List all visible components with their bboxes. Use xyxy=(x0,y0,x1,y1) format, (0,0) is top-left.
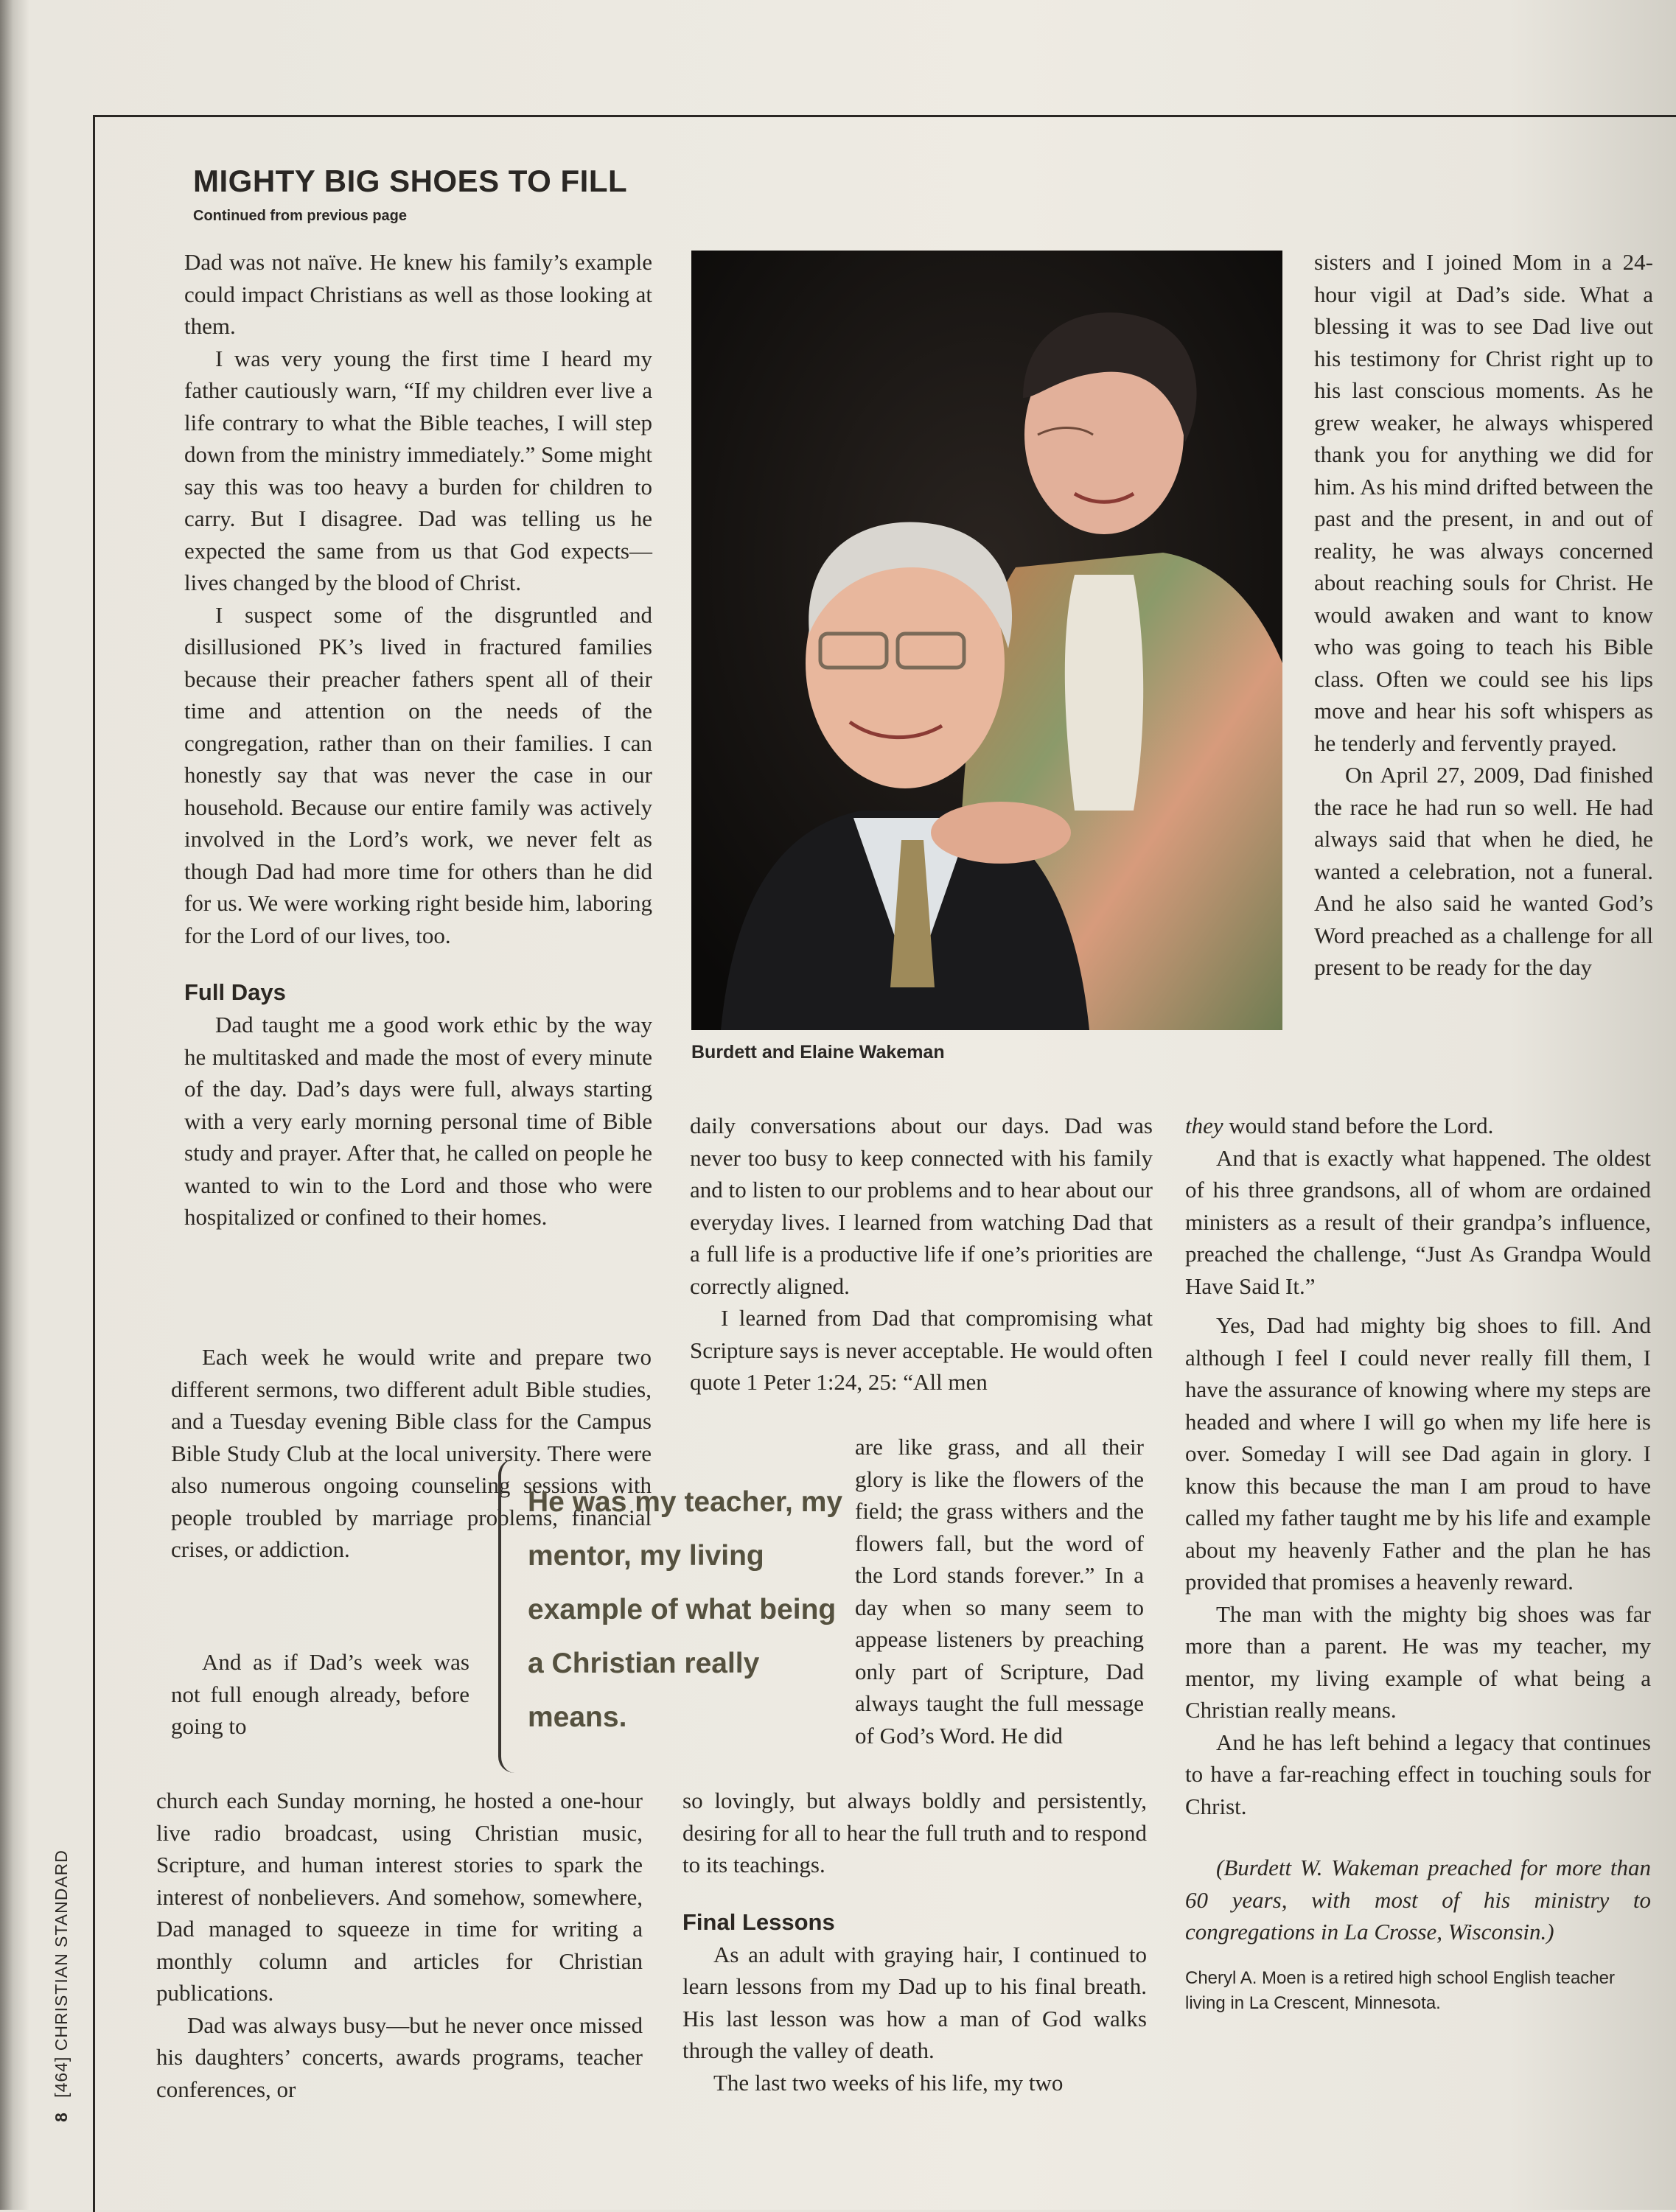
portrait-illustration xyxy=(691,251,1282,1030)
paragraph: daily conversations about our days. Dad was never too busy to keep connected with his family and to listen to our problems and to hear about our everyday lives. I learned from watching Dad that a full life is a productive life if one’s priorities are correctly aligned. xyxy=(690,1113,1153,1299)
paragraph: Dad was not naïve. He knew his family’s example could impact Christians as well as those looking at them. xyxy=(184,249,652,339)
paragraph-text: Each week he would write and prepare two different sermons, two different adult Bible studies, and a Tuesday evening Bible class for the Campus Bible Study Club at the local university. There were also numerous ongoing counseling sessions with people troubled by marriage problems, financial crises, or addiction. xyxy=(171,1344,652,1562)
paragraph: Dad was always busy—but he never once missed his daughters’ concerts, awards programs, teacher conferences, or xyxy=(156,2012,643,2102)
paragraph: The man with the mighty big shoes was far more than a parent. He was my teacher, my mentor, my living example of what being a Christian really means. xyxy=(1185,1600,1651,1723)
paragraph: so lovingly, but always boldly and persistently, desiring for all to hear the full truth and to respond to its teachings. xyxy=(682,1788,1147,1877)
paragraph: On April 27, 2009, Dad finished the race he had run so well. He had always said that when he died, he wanted a celebration, not a funeral. And he also said he wanted God’s Word preached as a challenge for all present to be ready for the day xyxy=(1314,762,1653,980)
pull-quote xyxy=(498,1459,845,1773)
column-1-bottom xyxy=(156,1785,643,2105)
publication-name: CHRISTIAN STANDARD xyxy=(52,1849,71,2051)
paragraph: And as if Dad’s week was not full enough already, before going to xyxy=(171,1649,469,1739)
column-3-top xyxy=(1314,246,1653,984)
paragraph-text: would stand before the Lord. xyxy=(1223,1113,1494,1138)
column-2-bottom xyxy=(682,1785,1147,2099)
article-title: MIGHTY BIG SHOES TO FILL xyxy=(193,164,628,198)
paragraph: Yes, Dad had mighty big shoes to fill. And although I feel I could never really fill them, I have the assurance of knowing where my steps are headed and where I will go when my life here is over. Someday I will see Dad again in glory. I know this because the man I am proud to have called my father taught me by his life and example about my heavenly Father and the plan he has provided that promises a heavenly reward. xyxy=(1185,1312,1651,1595)
paragraph: The last two weeks of his life, my two xyxy=(713,2069,1064,2096)
section-heading-final-lessons: Final Lessons xyxy=(682,1908,835,1935)
author-note: (Burdett W. Wakeman preached for more than 60 years, with most of his ministry to congregations in La Crosse, Wisconsin.) xyxy=(1185,1855,1651,1945)
portrait-photo xyxy=(691,251,1282,1030)
author-byline: Cheryl A. Moen is a retired high school English teacher living in La Crescent, Minnesota. xyxy=(1185,1967,1615,2013)
page-number: 8 xyxy=(52,2112,71,2122)
paragraph: I was very young the first time I heard my father cautiously warn, “If my children ever live a life contrary to what the Bible teaches, I will step down from the ministry immediately.” Some might say this was too heavy a burden for children to carry. But I disagree. Dad was telling us he expected the same from us that God expects—lives changed by the blood of Christ. xyxy=(184,345,652,595)
paragraph xyxy=(1185,1110,1651,1142)
section-heading-full-days: Full Days xyxy=(184,979,286,1005)
paragraph: I learned from Dad that compromising what Scripture says is never acceptable. He would often quote 1 Peter 1:24, 25: “All men xyxy=(690,1305,1153,1395)
photo-caption: Burdett and Elaine Wakeman xyxy=(691,1042,945,1063)
column-1-narrow xyxy=(171,1646,469,1743)
paragraph: As an adult with graying hair, I continued to learn lessons from my Dad up to his final breath. His last lesson was how a man of God walks through the valley of death. xyxy=(682,1941,1147,2063)
column-2-wrap xyxy=(855,1431,1144,1751)
page-folio xyxy=(52,1849,71,2122)
paragraph: And that is exactly what happened. The oldest of his three grandsons, all of whom are ordained ministers as a result of their grandpa’s influence, preached the challenge, “Just As Grandpa Would Have Said It.” xyxy=(1185,1144,1651,1299)
continued-note: Continued from previous page xyxy=(193,208,408,224)
pull-quote-text: He was my teacher, my mentor, my living example of what being a Christian really means. xyxy=(528,1486,843,1733)
paragraph: sisters and I joined Mom in a 24-hour vigil at Dad’s side. What a blessing it was to see Dad live out his testimony for Christ right up to his last conscious moments. As he grew weaker, he always whispered thank you for anything we did for him. As his mind drifted between the past and the present, in and out of reality, he was always concerned about reaching souls for Christ. He would awaken and want to know who was going to teach his Bible class. Often we could see his lips move and hear his soft whispers as he tenderly and fervently prayed. xyxy=(1314,249,1653,756)
pull-quote-bracket xyxy=(498,1459,517,1773)
column-1 xyxy=(184,246,652,1233)
paragraph: And he has left behind a legacy that continues to have a far-reaching effect in touching souls for Christ. xyxy=(1185,1729,1651,1819)
paragraph: Dad taught me a good work ethic by the way he multitasked and made the most of every minute of the day. Dad’s days were full, always starting with a very early morning personal time of Bible study and prayer. After that, he called on people he wanted to win to the Lord and those who were hospitalized or confined to their homes. xyxy=(184,1012,652,1230)
emphasis: they xyxy=(1185,1113,1223,1138)
column-2 xyxy=(690,1110,1153,1399)
issue-number: [464] xyxy=(52,2056,71,2098)
paragraph: I suspect some of the disgruntled and disillusioned PK’s lived in fractured families because their preacher fathers spent all of their time and attention on the needs of the congregation, rather than on their families. I can honestly say that was never the case in our household. Because our entire family was actively involved in the Lord’s work, we never felt as though Dad had more time for others than he did for us. We were working right beside him, laboring for the Lord of our lives, too. xyxy=(184,601,652,948)
column-3 xyxy=(1185,1110,1651,2016)
paragraph: are like grass, and all their glory is like the flowers of the field; the grass withers and the flowers fall, but the word of the Lord stands forever.” In a day when so many seem to appease listeners by preaching only part of Scripture, Dad always taught the full message of God’s Word. He did xyxy=(855,1434,1144,1749)
paragraph: church each Sunday morning, he hosted a one-hour live radio broadcast, using Christian music, Scripture, and human interest stories to spark the interest of nonbelievers. And somehow, somewhere, Dad managed to squeeze in time for writing a monthly column and articles for Christian publications. xyxy=(156,1788,643,2006)
